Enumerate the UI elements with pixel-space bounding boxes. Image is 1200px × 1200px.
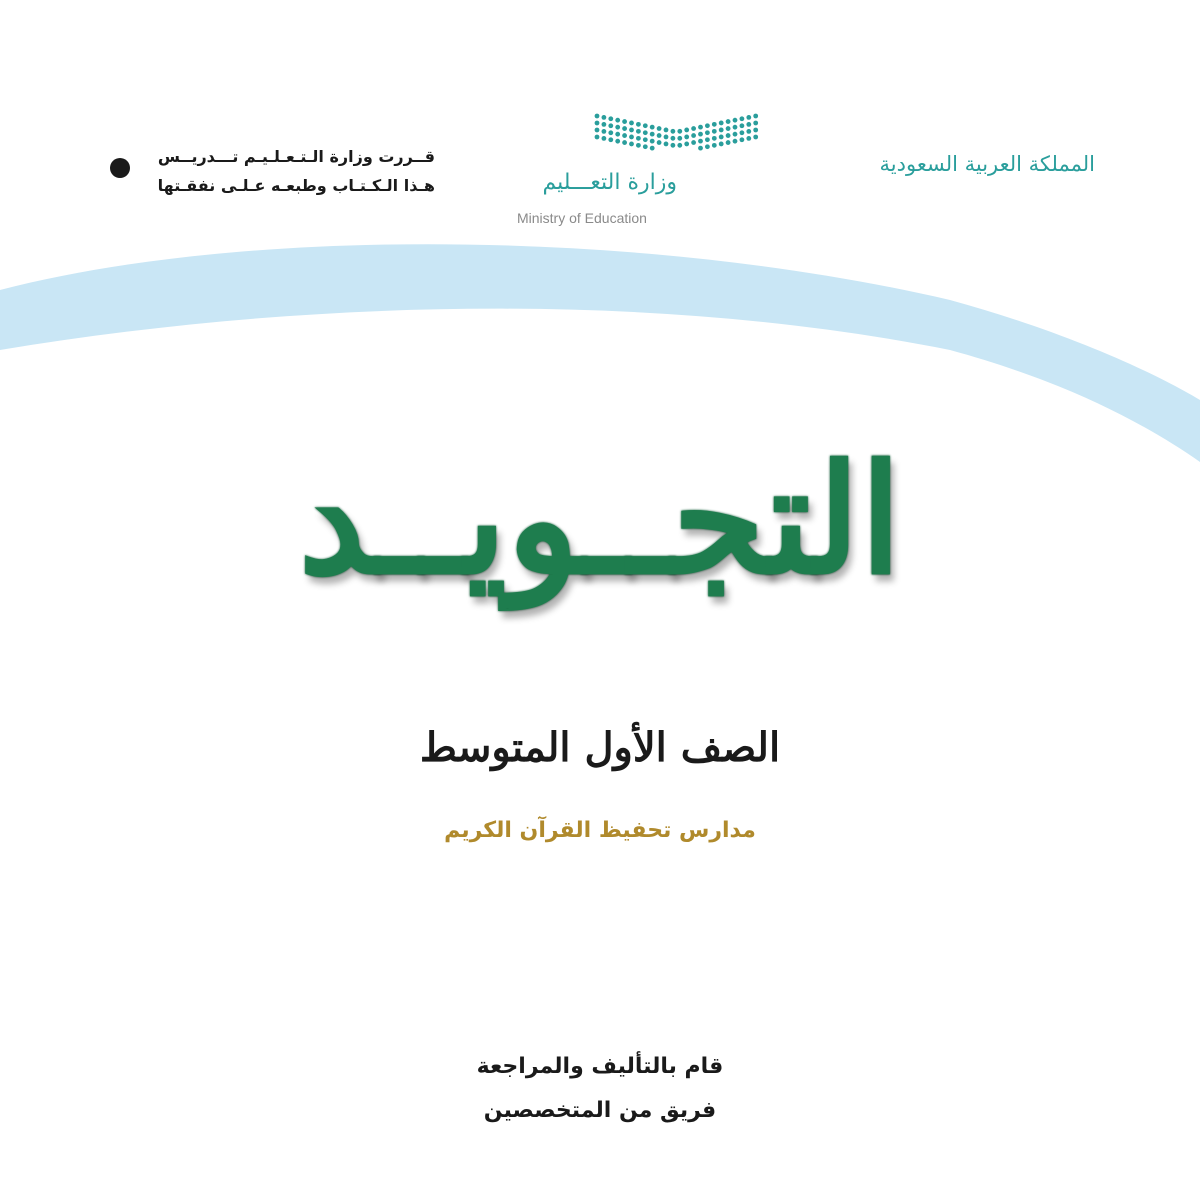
logo-dot [753, 128, 758, 133]
logo-dot [636, 143, 641, 148]
logo-dot [746, 115, 751, 120]
logo-dot [664, 128, 669, 133]
ministry-name-arabic: وزارة التعـــليم [542, 170, 677, 195]
logo-dot [657, 126, 662, 131]
logo-dot [705, 144, 710, 149]
logo-dot [698, 132, 703, 137]
logo-dot [691, 140, 696, 145]
logo-dot [746, 122, 751, 127]
logo-dot [712, 143, 717, 148]
logo-dot [622, 126, 627, 131]
logo-dot [615, 132, 620, 137]
logo-dot [595, 121, 600, 126]
logo-dot [719, 128, 724, 133]
logo-dot [726, 119, 731, 124]
logo-dot [664, 142, 669, 147]
logo-dot [622, 119, 627, 124]
logo-dot [608, 130, 613, 135]
logo-dot [602, 122, 607, 127]
logo-dot [636, 122, 641, 127]
logo-dot [615, 118, 620, 123]
logo-dot [733, 125, 738, 130]
logo-dot [643, 137, 648, 142]
logo-dot [677, 143, 682, 148]
logo-dot [726, 133, 731, 138]
logo-dot [698, 146, 703, 151]
logo-dot [753, 135, 758, 140]
logo-dot [677, 129, 682, 134]
logo-dot [705, 137, 710, 142]
logo-dot [691, 126, 696, 131]
logo-dot [629, 142, 634, 147]
logo-dot [643, 144, 648, 149]
logo-dot [629, 128, 634, 133]
book-title: التجــويــد [298, 432, 902, 608]
decree-line-2: هـذا الـكـتـاب وطبعـه عـلـى نفقـتها [157, 176, 435, 195]
logo-dot [650, 132, 655, 137]
logo-dot [746, 129, 751, 134]
logo-dot [746, 136, 751, 141]
logo-dot [643, 123, 648, 128]
logo-dot [636, 129, 641, 134]
logo-dot [705, 130, 710, 135]
logo-dot [726, 140, 731, 145]
ministry-name-english: Ministry of Education [517, 210, 647, 226]
logo-dot [602, 129, 607, 134]
ministry-logo [505, 100, 765, 230]
black-circle-bullet-icon [110, 158, 130, 178]
decree-line-1: قــررت وزارة الـتـعـلـيـم تـــدريــس [157, 147, 435, 166]
logo-dot [740, 137, 745, 142]
logo-dot [615, 139, 620, 144]
logo-dot [636, 136, 641, 141]
logo-dot [643, 130, 648, 135]
school-type: مدارس تحفيظ القرآن الكريم [444, 818, 756, 843]
logo-dot [719, 135, 724, 140]
logo-dot [740, 116, 745, 121]
logo-dot [671, 136, 676, 141]
country-name: المملكة العربية السعودية [879, 152, 1095, 176]
logo-dot [733, 139, 738, 144]
logo-dot [622, 140, 627, 145]
logo-dot [629, 135, 634, 140]
logo-dot [622, 133, 627, 138]
logo-dot [684, 142, 689, 147]
logo-dot [684, 135, 689, 140]
logo-dot [650, 125, 655, 130]
decree-note [135, 142, 435, 200]
logo-dot [608, 116, 613, 121]
logo-dot [602, 115, 607, 120]
logo-dot [608, 123, 613, 128]
logo-dot [753, 114, 758, 119]
logo-dot [608, 137, 613, 142]
logo-dot [684, 128, 689, 133]
logo-dot [650, 146, 655, 151]
logo-dot [671, 143, 676, 148]
logo-dot [691, 133, 696, 138]
logo-dot [719, 121, 724, 126]
logo-dot [726, 126, 731, 131]
logo-dot [615, 125, 620, 130]
logo-dot [629, 121, 634, 126]
logo-dot [698, 139, 703, 144]
logo-dot [712, 136, 717, 141]
logo-dot [671, 129, 676, 134]
logo-dot [664, 135, 669, 140]
logo-dot [657, 133, 662, 138]
logo-dot [733, 118, 738, 123]
logo-dot [595, 114, 600, 119]
logo-dot [719, 142, 724, 147]
logo-dot [595, 128, 600, 133]
logo-dot [753, 121, 758, 126]
logo-dot [712, 129, 717, 134]
logo-dot [712, 122, 717, 127]
logo-dot [595, 135, 600, 140]
grade-level: الصف الأول المتوسط [419, 724, 781, 771]
logo-dot [650, 139, 655, 144]
logo-dot [740, 123, 745, 128]
logo-dot [698, 125, 703, 130]
credits-line-2: فريق من المتخصصين [483, 1098, 717, 1123]
credits [0, 1045, 1200, 1133]
ministry-dots-logo-icon [593, 110, 763, 170]
logo-dot [733, 132, 738, 137]
logo-dot [657, 140, 662, 145]
logo-dot [740, 130, 745, 135]
credits-line-1: قام بالتأليف والمراجعة [476, 1054, 724, 1079]
logo-dot [705, 123, 710, 128]
logo-dot [602, 136, 607, 141]
logo-dot [677, 136, 682, 141]
